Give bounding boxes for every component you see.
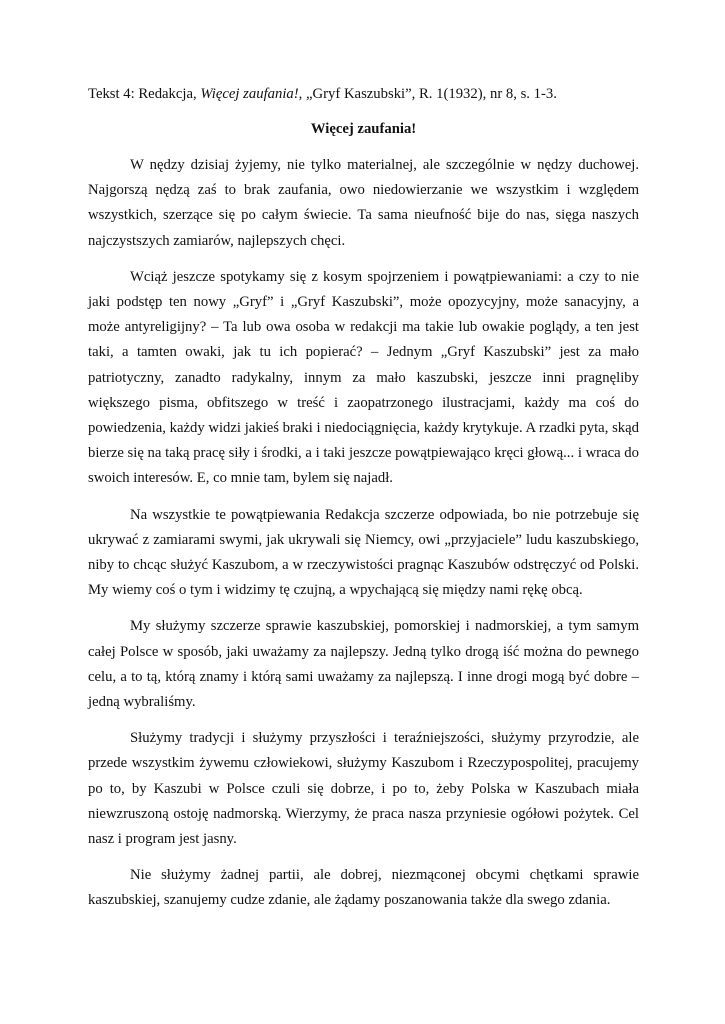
- paragraph-6: Nie służymy żadnej partii, ale dobrej, niezmąconej obcymi chętkami sprawie kaszubskiej, szanujemy cudze zdanie, ale żądamy poszanowania także dla swego zdania.: [88, 867, 639, 909]
- paragraph-5: Służymy tradycji i służymy przyszłości i teraźniejszości, służymy przyrodzie, ale przede wszystkim żywemu człowiekowi, służymy Kaszubom i Rzeczypospolitej, pracujemy po to, by Kaszubi w Polsce czuli się dobrze, i po to, żeby Polska w Kaszubach miała niewzruszoną ostoję nadmorską. Wierzymy, że praca nasza przyniesie ogółowi pożytek. Cel nasz i program jest jasny.: [88, 730, 639, 848]
- source-title-italic: Więcej zaufania!: [200, 86, 299, 102]
- paragraph-4: My służymy szczerze sprawie kaszubskiej, pomorskiej i nadmorskiej, a tym samym całej Polsce w sposób, jaki uważamy za najlepszy. Jedną tylko drogą iść można do pewnego celu, a to tą, którą znamy i którą sami uważamy za najlepszą. I inne drogi mogą być dobre – jedną wybraliśmy.: [88, 618, 639, 711]
- source-suffix: , „Gryf Kaszubski”, R. 1(1932), nr 8, s. 1-3.: [298, 86, 557, 102]
- source-citation: [88, 83, 639, 106]
- paragraph-2: Wciąż jeszcze spotykamy się z kosym spojrzeniem i powątpiewaniami: a czy to nie jaki podstęp ten nowy „Gryf” i „Gryf Kaszubski”, może opozycyjny, może sanacyjny, a może antyreligijny? – Ta lub owa osoba w redakcji ma takie lub owakie poglądy, a ten jest taki, a tamten owaki, jak tu ich popierać? – Jednym „Gryf Kaszubski” jest za mało patriotyczny, zanadto radykalny, innym za mało kaszubski, jeszcze inni pragnęliby większego pisma, obfitszego w treść i zaopatrzonego ilustracjami, każdy ma coś do powiedzenia, każdy widzi jakieś braki i niedociągnięcia, każdy krytykuje. A rzadki pyta, skąd bierze się na taką pracę siły i środki, a i taki jeszcze powątpiewająco kręci głową... i wraca do swoich interesów. E, co mnie tam, bylem się najadł.: [88, 268, 639, 487]
- document-page: [88, 83, 639, 925]
- paragraph-1: W nędzy dzisiaj żyjemy, nie tylko materialnej, ale szczególnie w nędzy duchowej. Najgorszą nędzą zaś to brak zaufania, owo niedowierzanie we wszystkim i względem wszystkich, szerzące się po całym świecie. Ta sama nieufność bije do nas, sięga naszych najczystszych zamiarów, najlepszych chęci.: [88, 157, 639, 249]
- article-title: Więcej zaufania!: [310, 121, 417, 137]
- paragraph-3: Na wszystkie te powątpiewania Redakcja szczerze odpowiada, bo nie potrzebuje się ukrywać z zamiarami swymi, jak ukrywali się Niemcy, owi „przyjaciele” ludu kaszubskiego, niby to chcąc służyć Kaszubom, a w rzeczywistości pragnąc Kaszubów odstręczyć od Polski. My wiemy coś o tym i widzimy tę czujną, a wpychającą się między nami rękę obcą.: [88, 506, 639, 599]
- source-prefix: Tekst 4: Redakcja,: [88, 86, 201, 102]
